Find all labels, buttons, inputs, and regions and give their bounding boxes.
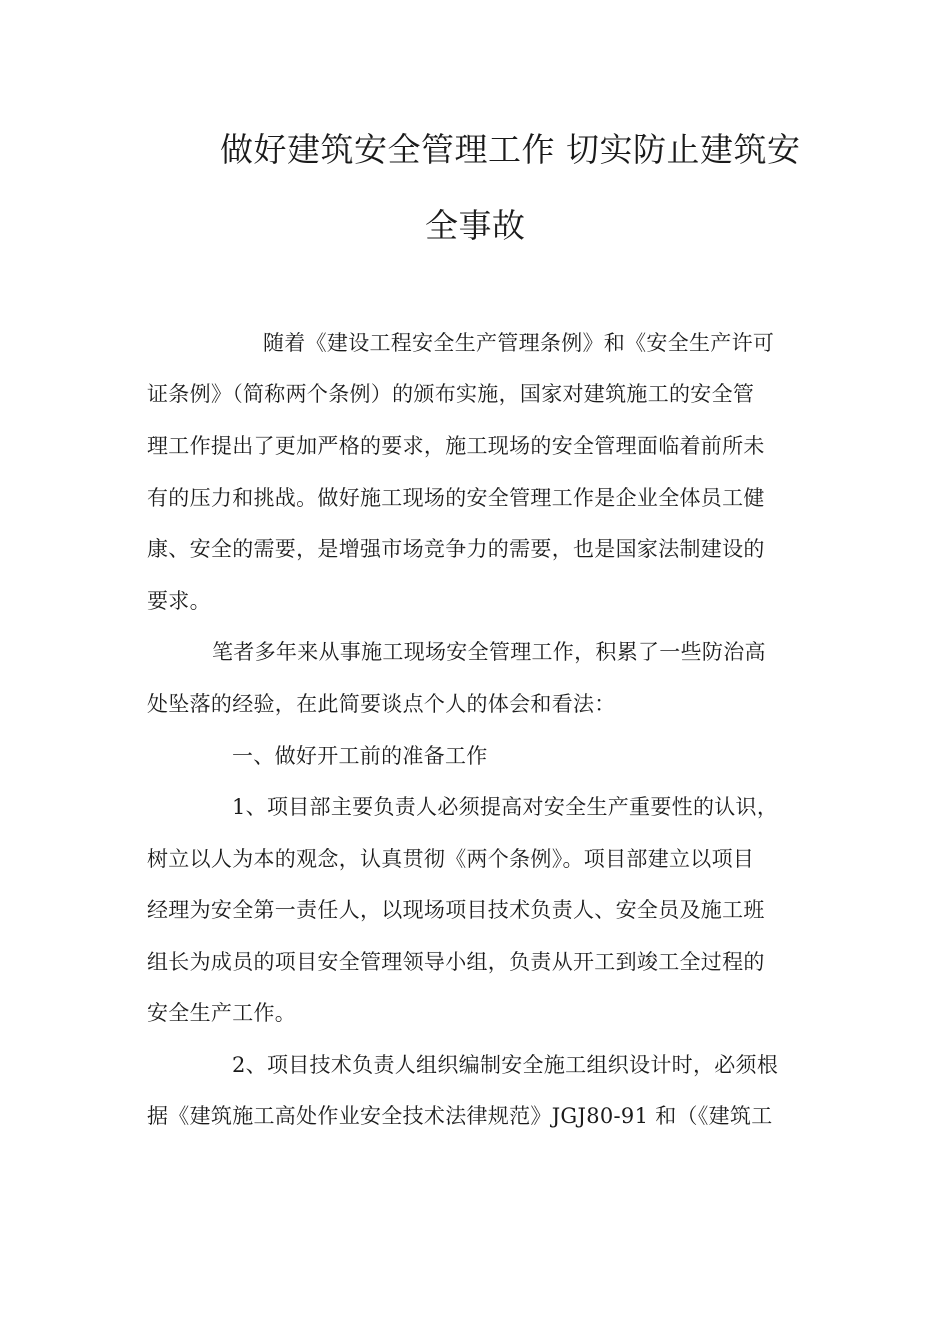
paragraph-1-line-6: 要求。 [147, 589, 211, 613]
paragraph-3-line-3: 经理为安全第一责任人，以现场项目技术负责人、安全员及施工班 [147, 898, 765, 922]
paragraph-1-line-4: 有的压力和挑战。做好施工现场的安全管理工作是企业全体员工健 [147, 486, 765, 510]
section-heading-1: 一、做好开工前的准备工作 [232, 744, 488, 768]
paragraph-4-line-2: 据《建筑施工高处作业安全技术法律规范》JGJ80-91 和（《建筑工 [147, 1104, 773, 1128]
paragraph-1-line-2: 证条例》（简称两个条例）的颁布实施，国家对建筑施工的安全管 [147, 382, 755, 406]
paragraph-1-line-5: 康、安全的需要，是增强市场竞争力的需要，也是国家法制建设的 [147, 537, 765, 561]
paragraph-2-line-2: 处坠落的经验，在此简要谈点个人的体会和看法： [147, 692, 616, 716]
paragraph-3-line-1: 1、项目部主要负责人必须提高对安全生产重要性的认识， [232, 795, 779, 819]
document-title-line-1: 做好建筑安全管理工作 切实防止建筑安 [220, 130, 801, 169]
document-title-line-2: 全事故 [425, 206, 526, 245]
paragraph-3-line-5: 安全生产工作。 [147, 1001, 297, 1025]
paragraph-4-line-1: 2、项目技术负责人组织编制安全施工组织设计时，必须根 [232, 1053, 779, 1077]
paragraph-1-line-3: 理工作提出了更加严格的要求，施工现场的安全管理面临着前所未 [147, 434, 765, 458]
paragraph-3-line-2: 树立以人为本的观念，认真贯彻《两个条例》。项目部建立以项目 [147, 847, 755, 871]
paragraph-2-line-1: 笔者多年来从事施工现场安全管理工作，积累了一些防治高 [212, 640, 766, 664]
paragraph-1-line-1: 随着《建设工程安全生产管理条例》和《安全生产许可 [263, 331, 775, 355]
paragraph-3-line-4: 组长为成员的项目安全管理领导小组，负责从开工到竣工全过程的 [147, 950, 765, 974]
